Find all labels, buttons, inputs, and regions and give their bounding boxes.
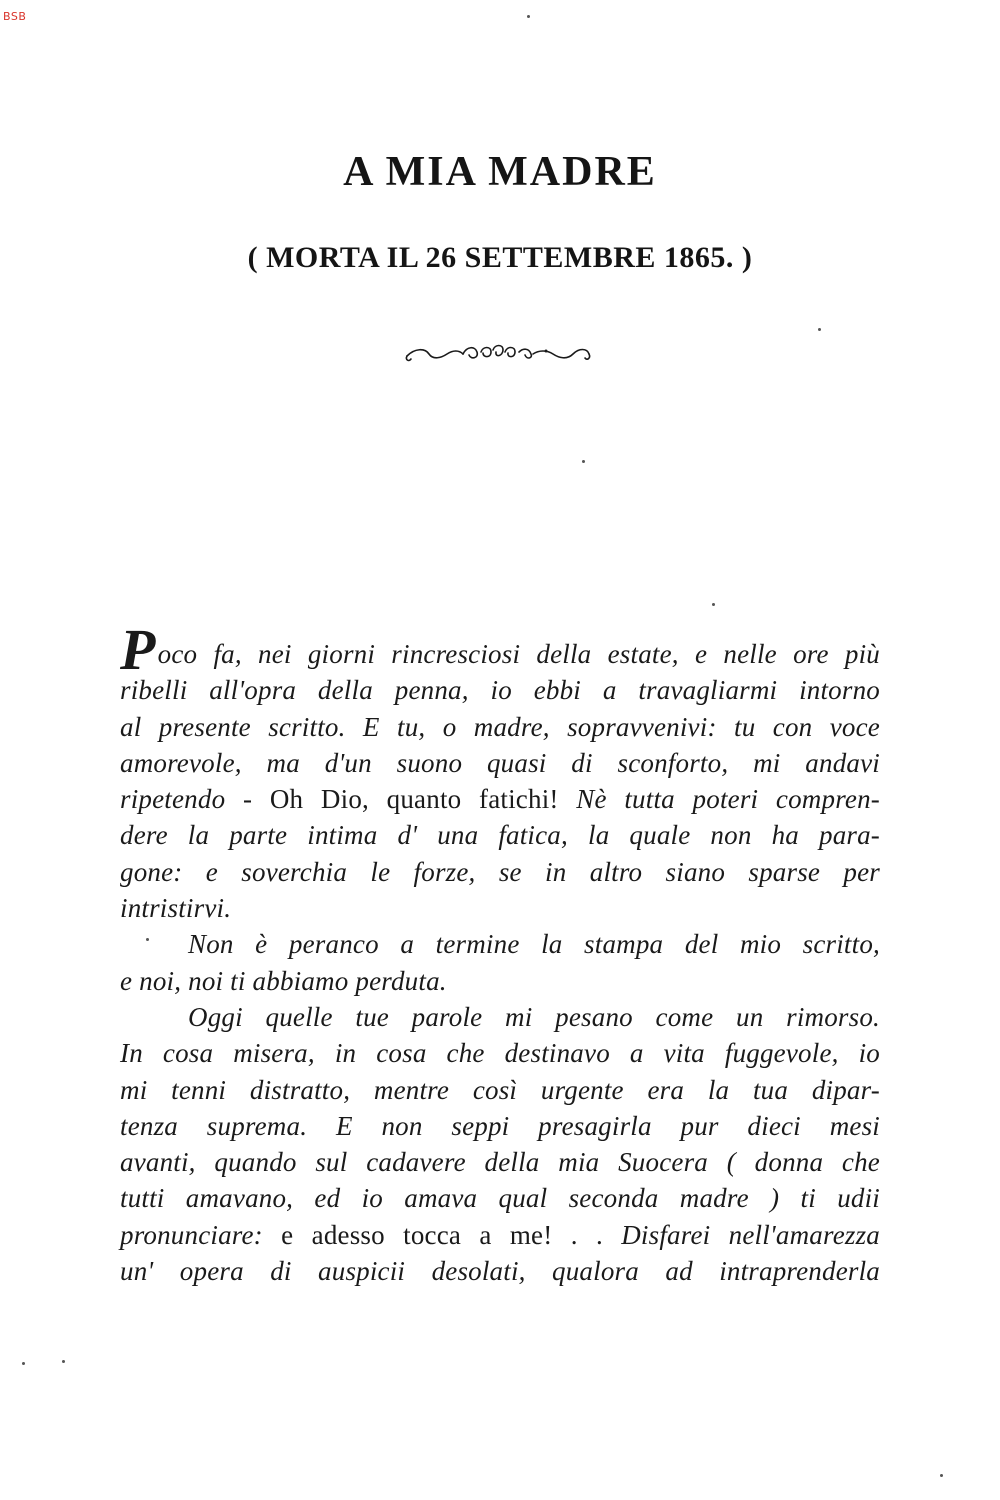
text-line: ribelli all'opra della penna, io ebbi a travagliarmi intorno — [120, 675, 880, 706]
scan-speck — [940, 1474, 943, 1477]
text-line — [120, 617, 880, 682]
quoted-speech: Oh Dio, quanto fatichi! — [269, 784, 559, 815]
library-watermark: BSB — [3, 10, 27, 23]
body-text — [120, 617, 880, 1289]
scan-speck — [712, 603, 715, 606]
quoted-speech: e adesso tocca a me! . . — [281, 1219, 603, 1250]
text-line: tenza suprema. E non seppi presagirla pur dieci mesi — [120, 1110, 880, 1141]
text-line: amorevole, ma d'un suono quasi di sconforto, mi andavi — [120, 747, 880, 778]
text-line: gone: e soverchia le forze, se in altro siano sparse per — [120, 856, 880, 887]
text-line-content: oco fa, nei giorni rincresciosi della estate, e nelle ore più — [157, 639, 880, 669]
scan-speck — [527, 15, 530, 18]
text-line — [120, 1217, 880, 1253]
scan-speck — [582, 460, 585, 463]
drop-cap: P — [120, 617, 156, 682]
scan-speck — [22, 1362, 25, 1365]
text-line — [120, 781, 880, 817]
text-line: dere la parte intima d' una fatica, la quale non ha para- — [120, 820, 880, 851]
text-line: mi tenni distratto, mentre così urgente era la tua dipar- — [120, 1074, 880, 1105]
text-line: al presente scritto. E tu, o madre, sopravvenivi: tu con voce — [120, 711, 880, 742]
scan-speck — [818, 328, 821, 331]
text-line-content: Disfarei nell'amarezza — [621, 1219, 880, 1250]
page-subtitle: ( MORTA IL 26 SETTEMBRE 1865. ) — [247, 241, 753, 274]
text-line: un' opera di auspicii desolati, qualora ad intraprenderla — [120, 1256, 880, 1287]
text-line-content: Nè tutta poteri compren- — [576, 784, 880, 815]
text-line: avanti, quando sul cadavere della mia Suocera ( donna che — [120, 1147, 880, 1178]
text-line-content: pronunciare: — [120, 1219, 263, 1250]
text-line-content: ripetendo - — [120, 784, 253, 815]
text-line: e noi, noi ti abbiamo perduta. — [120, 965, 447, 996]
text-line: In cosa misera, in cosa che destinavo a vita fuggevole, io — [120, 1038, 880, 1069]
scan-speck — [62, 1360, 65, 1363]
scan-speck — [146, 938, 149, 941]
decorative-scroll-ornament-icon — [403, 338, 593, 368]
text-line: Non è peranco a termine la stampa del mio scritto, — [188, 929, 880, 960]
text-line: tutti amavano, ed io amava qual seconda madre ) ti udii — [120, 1183, 880, 1214]
page-title: A MIA MADRE — [343, 149, 657, 195]
text-line: Oggi quelle tue parole mi pesano come un rimorso. — [188, 1001, 880, 1032]
text-line: intristirvi. — [120, 893, 232, 924]
